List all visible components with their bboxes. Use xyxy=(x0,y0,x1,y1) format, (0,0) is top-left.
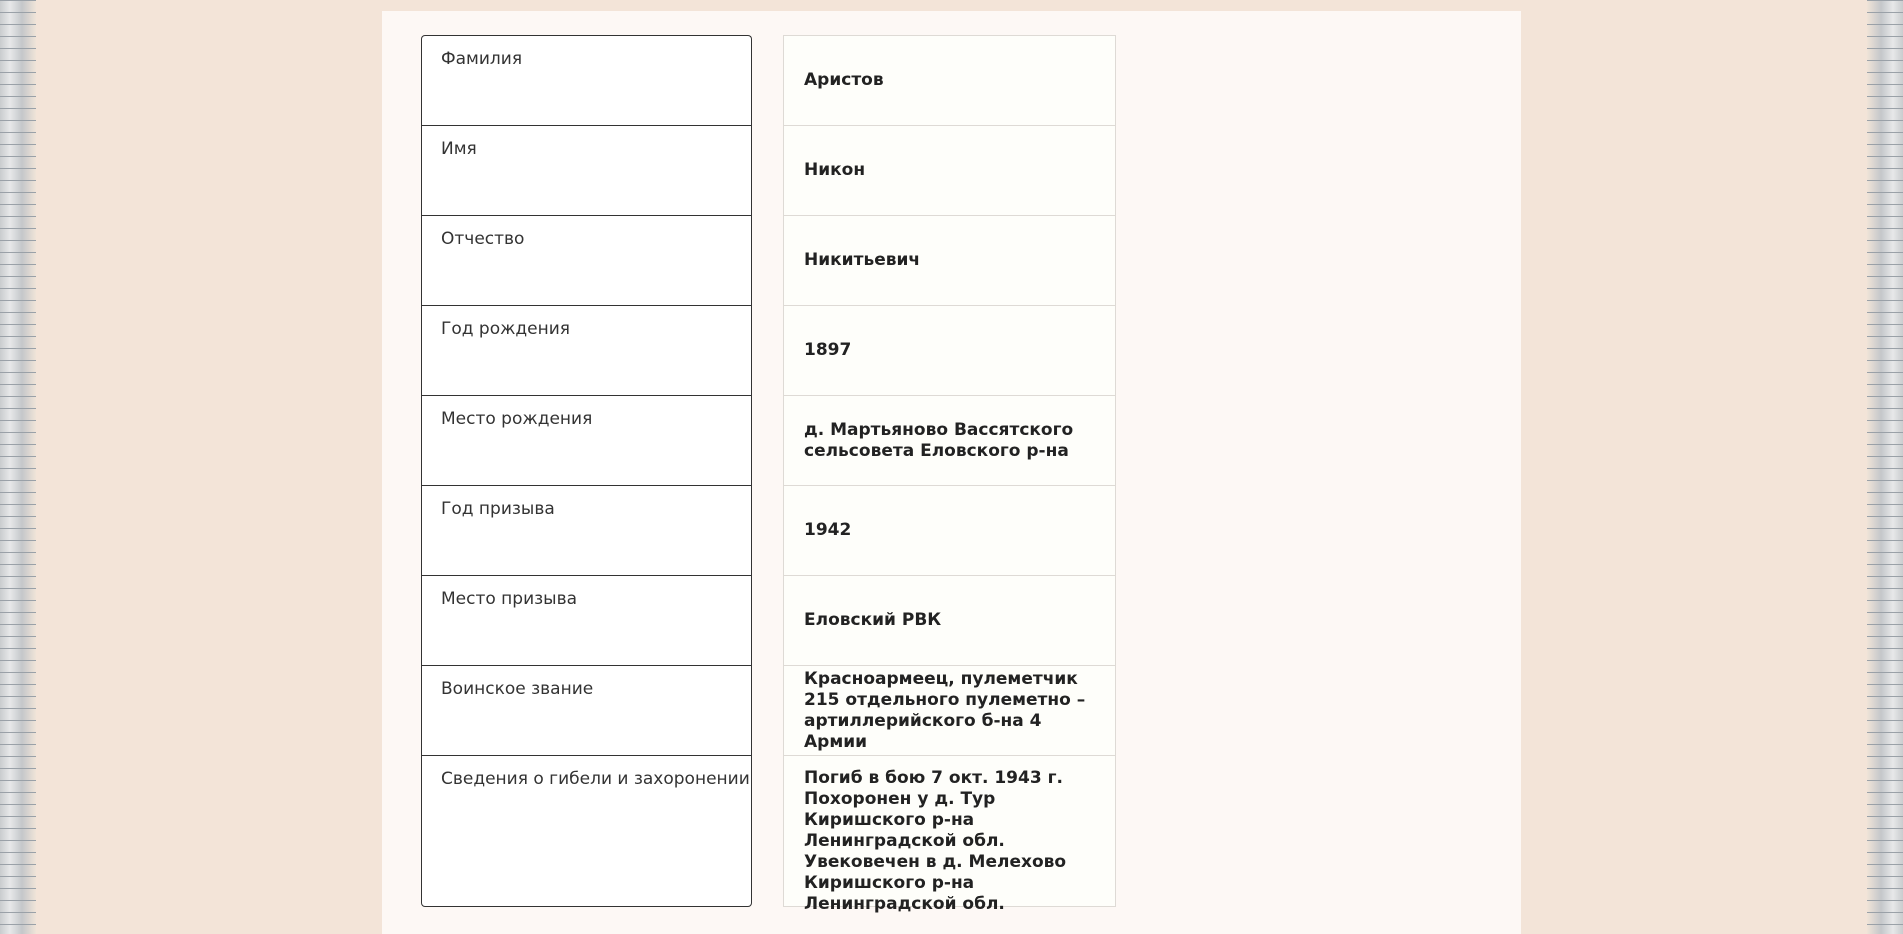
field-value-birth-place: д. Мартьяново Вассятского сельсовета Еловского р-на xyxy=(783,395,1116,485)
table-row xyxy=(421,665,1116,755)
table-row xyxy=(421,575,1116,665)
field-label-conscription-year: Год призыва xyxy=(421,485,752,575)
table-row xyxy=(421,755,1116,914)
right-ruler-strip xyxy=(1867,0,1903,934)
person-record-table xyxy=(421,35,1116,914)
field-label-name: Имя xyxy=(421,125,752,215)
table-row xyxy=(421,215,1116,305)
field-label-surname: Фамилия xyxy=(421,35,752,125)
field-label-birth-year: Год рождения xyxy=(421,305,752,395)
field-value-conscription-year: 1942 xyxy=(783,485,1116,575)
table-row xyxy=(421,485,1116,575)
field-value-surname: Аристов xyxy=(783,35,1116,125)
field-label-patronymic: Отчество xyxy=(421,215,752,305)
field-value-military-rank: Красноармеец, пулеметчик 215 отдельного пулеметно – артиллерийского б-на 4 Армии xyxy=(783,665,1116,755)
table-row xyxy=(421,125,1116,215)
field-label-conscription-place: Место призыва xyxy=(421,575,752,665)
content-panel xyxy=(382,11,1521,934)
field-value-conscription-place: Еловский РВК xyxy=(783,575,1116,665)
field-value-name: Никон xyxy=(783,125,1116,215)
field-label-birth-place: Место рождения xyxy=(421,395,752,485)
field-value-patronymic: Никитьевич xyxy=(783,215,1116,305)
field-label-death-burial-info: Сведения о гибели и захоронении xyxy=(421,755,752,907)
field-label-military-rank: Воинское звание xyxy=(421,665,752,755)
field-value-death-burial-info: Погиб в бою 7 окт. 1943 г. Похоронен у д. Тур Киришского р-на Ленинградской обл. Увековечен в д. Мелехово Киришского р-на Ленинградской обл. xyxy=(783,755,1116,907)
table-row xyxy=(421,395,1116,485)
table-row xyxy=(421,35,1116,125)
table-row xyxy=(421,305,1116,395)
field-value-birth-year: 1897 xyxy=(783,305,1116,395)
left-ruler-strip xyxy=(0,0,36,934)
